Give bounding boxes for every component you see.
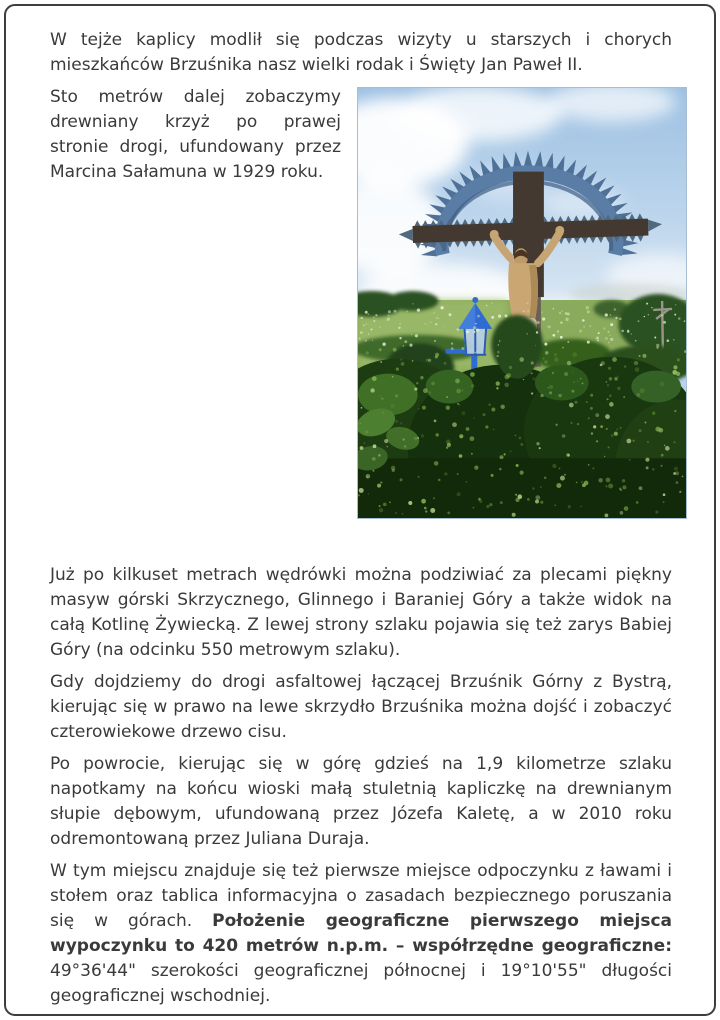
photo-wooden-cross: [357, 87, 687, 519]
geographic-position-bold: Położenie geograficzne pierwszego miejsca wypoczynku to 420 metrów n.p.m. – współrzędne geograficzne:: [50, 911, 672, 956]
paragraph-chapel: W tejże kaplicy modlił się podczas wizyty u starszych i chorych mieszkańców Brzuśnika nasz wielki rodak i Święty Jan Paweł II.: [50, 30, 672, 75]
paragraph-small-chapel: Po powrocie, kierując się w górę gdzieś na 1,9 kilometrze szlaku napotkamy na końcu wioski małą stuletnią kapliczkę na drewnianym słupie dębowym, ufundowaną przez Józefa Kaletę, a w 2010 roku odremontowaną przez Juliana Duraja.: [50, 754, 672, 849]
paragraph-asphalt-road: Gdy dojdziemy do drogi asfaltowej łączącej Brzuśnik Górny z Bystrą, kierując się w prawo na lewe skrzydło Brzuśnika można dojść i zobaczyć czterowiekowe drzewo cisu.: [50, 672, 672, 742]
paragraph-rest-area: [50, 859, 672, 1009]
rest-area-text: W tym miejscu znajduje się też pierwsze miejsce odpoczynku z ławami i stołem oraz tablica informacyjna o zasadach bezpiecznego poruszania się w górach.: [50, 861, 672, 931]
coordinates-text: 49°36'44" szerokości geograficznej północnej i 19°10'55" długości geograficznej wschodniej.: [50, 961, 672, 1006]
paragraph-wooden-cross: Sto metrów dalej zobaczymy drewniany krzyż po prawej stronie drogi, ufundowany przez Marcina Sałamuna w 1929 roku.: [50, 87, 341, 182]
photo-illustration: [358, 88, 686, 518]
paragraph-mountain-views: Już po kilkuset metrach wędrówki można podziwiać za plecami piękny masyw górski Skrzycznego, Glinnego i Baraniej Góry a także widok na całą Kotlinę Żywiecką. Z lewej strony szlaku pojawia się też zarys Babiej Góry (na odcinku 550 metrowym szlaku).: [50, 565, 672, 660]
